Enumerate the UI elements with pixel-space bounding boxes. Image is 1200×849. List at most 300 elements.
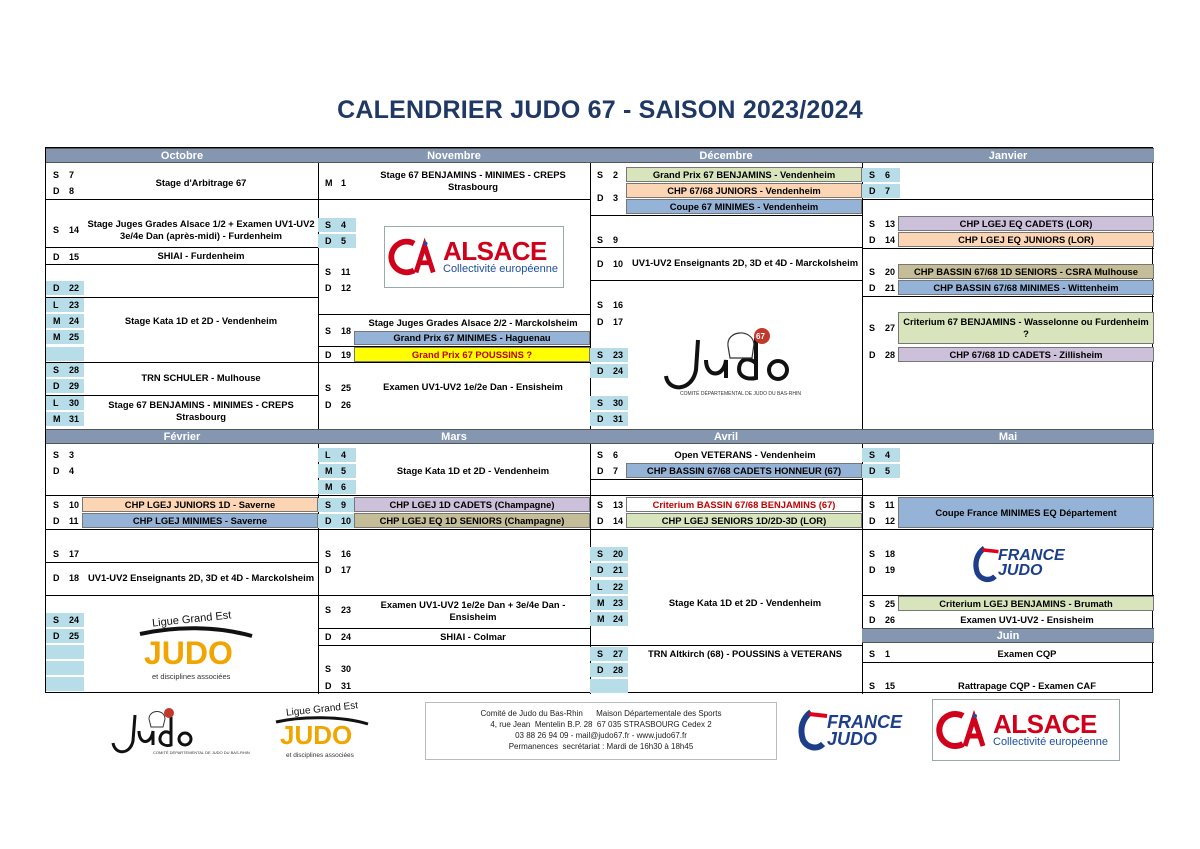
weekday: S xyxy=(53,225,60,235)
weekday: S xyxy=(869,323,876,333)
weekday: M xyxy=(53,316,61,326)
date-cell xyxy=(318,603,356,617)
weekday: S xyxy=(597,549,604,559)
day-number: 6 xyxy=(341,482,347,492)
row-divider xyxy=(590,280,862,281)
month-header-nov: Novembre xyxy=(318,148,590,163)
date-cell xyxy=(46,498,84,512)
day-number: 18 xyxy=(885,549,896,559)
weekday: D xyxy=(597,259,604,269)
date-cell xyxy=(318,563,356,577)
date-cell xyxy=(862,613,900,627)
date-cell xyxy=(46,412,84,426)
weekday: D xyxy=(869,235,876,245)
day-number: 30 xyxy=(341,664,352,674)
weekday: D xyxy=(53,631,60,641)
day-number: 17 xyxy=(341,565,352,575)
day-number: 10 xyxy=(341,516,352,526)
date-cell xyxy=(318,234,356,248)
alsace-text: ALSACE xyxy=(443,236,547,266)
event-nov3: Grand Prix 67 MINIMES - Haguenau xyxy=(354,331,590,345)
event-apr5: Stage Kata 1D et 2D - Vendenheim xyxy=(668,597,822,608)
day-number: 31 xyxy=(69,414,80,424)
day-number: 18 xyxy=(69,573,80,583)
alsace-sub: Collectivité européenne xyxy=(443,263,558,275)
date-cell xyxy=(862,184,900,198)
day-number: 8 xyxy=(69,186,75,196)
month-header-feb: Février xyxy=(46,429,318,444)
day-number: 1 xyxy=(885,649,891,659)
date-cell xyxy=(46,645,84,659)
event-dec3: Coupe 67 MINIMES - Vendenheim xyxy=(626,199,862,214)
weekday: S xyxy=(869,170,876,180)
weekday: S xyxy=(597,398,604,408)
day-number: 30 xyxy=(613,398,624,408)
day-number: 13 xyxy=(613,500,624,510)
weekday: D xyxy=(597,414,604,424)
weekday: S xyxy=(325,383,332,393)
event-mar2: CHP LGEJ 1D CADETS (Champagne) xyxy=(354,497,590,512)
date-cell xyxy=(46,223,84,237)
contact-line-1: Comité de Judo du Bas-Rhin Maison Départementale des Sports xyxy=(480,709,722,718)
date-cell xyxy=(318,679,356,693)
weekday: D xyxy=(869,565,876,575)
day-number: 4 xyxy=(69,466,75,476)
event-apr6: TRN Altkirch (68) - POUSSINS à VETERANS xyxy=(648,647,842,659)
weekday: S xyxy=(325,220,332,230)
day-number: 28 xyxy=(69,365,80,375)
date-cell xyxy=(862,547,900,561)
weekday: S xyxy=(869,649,876,659)
row-divider xyxy=(590,479,862,480)
event-apr1: Open VETERANS - Vendenheim xyxy=(674,448,816,460)
day-number: 9 xyxy=(613,235,619,245)
date-cell xyxy=(46,250,84,264)
france-judo-france: FRANCE xyxy=(998,547,1065,564)
alsace-footer-text: ALSACE xyxy=(993,709,1097,739)
row-divider xyxy=(862,199,1154,200)
event-mar4: Examen UV1-UV2 1e/2e Dan + 3e/4e Dan - Ensisheim xyxy=(380,599,566,622)
date-cell xyxy=(590,663,628,677)
date-cell xyxy=(862,464,900,478)
month-header-mar: Mars xyxy=(318,429,590,444)
weekday: S xyxy=(869,450,876,460)
day-number: 15 xyxy=(69,252,80,262)
alsace-footer-icon xyxy=(941,710,989,750)
date-cell xyxy=(318,348,356,362)
france-judo-judo: JUDO xyxy=(998,562,1043,579)
france-judo-calendar-logo xyxy=(972,546,1082,586)
event-mar3: CHP LGEJ EQ 1D SENIORS (Champagne) xyxy=(354,513,590,528)
weekday: S xyxy=(597,300,604,310)
event-apr3: Criterium BASSIN 67/68 BENJAMINS (67) xyxy=(626,497,862,512)
day-number: 1 xyxy=(341,178,347,188)
date-cell xyxy=(590,348,628,362)
lge-footer-sub: et disciplines associées xyxy=(286,752,354,759)
event-jan6: CHP 67/68 1D CADETS - Zillisheim xyxy=(898,347,1154,362)
weekday: D xyxy=(53,516,60,526)
weekday: D xyxy=(869,350,876,360)
date-cell xyxy=(318,448,356,462)
alsace-footer-logo xyxy=(932,699,1120,761)
weekday: S xyxy=(325,500,332,510)
day-number: 14 xyxy=(613,516,624,526)
weekday: S xyxy=(597,170,604,180)
row-divider xyxy=(318,199,590,200)
month-header-dec: Décembre xyxy=(590,148,862,163)
day-number: 26 xyxy=(341,400,352,410)
date-cell xyxy=(590,396,628,410)
date-cell xyxy=(46,298,84,312)
row-divider xyxy=(318,495,590,496)
weekday: M xyxy=(325,466,333,476)
lge-footer-top: Ligue Grand Est xyxy=(285,700,359,719)
day-number: 12 xyxy=(341,283,352,293)
row-divider xyxy=(862,662,1154,663)
date-cell xyxy=(46,168,84,182)
day-number: 24 xyxy=(613,614,624,624)
day-number: 24 xyxy=(69,615,80,625)
day-number: 10 xyxy=(69,500,80,510)
lge-calendar-logo xyxy=(136,608,256,684)
month-header-jun: Juin xyxy=(862,628,1154,643)
day-number: 4 xyxy=(341,450,347,460)
day-number: 23 xyxy=(69,300,80,310)
weekday: S xyxy=(869,267,876,277)
day-number: 29 xyxy=(69,381,80,391)
day-number: 28 xyxy=(885,350,896,360)
date-cell xyxy=(590,498,628,512)
weekday: S xyxy=(325,664,332,674)
row-divider xyxy=(46,595,318,596)
weekday: L xyxy=(53,398,59,408)
month-header-apr: Avril xyxy=(590,429,862,444)
day-number: 25 xyxy=(69,332,80,342)
weekday: D xyxy=(597,565,604,575)
weekday: S xyxy=(869,681,876,691)
weekday: M xyxy=(325,482,333,492)
day-number: 3 xyxy=(613,193,619,203)
day-number: 21 xyxy=(885,283,896,293)
day-number: 2 xyxy=(613,170,619,180)
event-apr4: CHP LGEJ SENIORS 1D/2D-3D (LOR) xyxy=(626,513,862,528)
weekday: M xyxy=(597,614,605,624)
day-number: 23 xyxy=(341,605,352,615)
date-cell xyxy=(318,398,356,412)
date-cell xyxy=(862,281,900,295)
event-feb1: CHP LGEJ JUNIORS 1D - Saverne xyxy=(82,497,318,512)
date-cell xyxy=(862,647,900,661)
date-cell xyxy=(862,514,900,528)
event-nov1: Stage 67 BENJAMINS - MINIMES - CREPS Strasbourg xyxy=(380,169,566,192)
day-number: 11 xyxy=(885,500,895,510)
date-cell xyxy=(318,480,356,494)
weekday: D xyxy=(597,665,604,675)
date-cell xyxy=(590,257,628,271)
date-cell xyxy=(318,218,356,232)
day-number: 24 xyxy=(613,366,624,376)
event-may1: Coupe France MINIMES EQ Département xyxy=(898,497,1154,528)
weekday: L xyxy=(53,300,59,310)
day-number: 6 xyxy=(613,450,619,460)
date-cell xyxy=(862,679,900,693)
date-cell xyxy=(46,677,84,691)
event-nov5: Examen UV1-UV2 1e/2e Dan - Ensisheim xyxy=(383,381,563,392)
date-cell xyxy=(590,298,628,312)
event-dec1: Grand Prix 67 BENJAMINS - Vendenheim xyxy=(626,167,862,182)
date-cell xyxy=(590,315,628,329)
date-cell xyxy=(862,168,900,182)
day-number: 14 xyxy=(885,235,896,245)
weekday: S xyxy=(325,326,332,336)
badge-67: 67 xyxy=(756,332,765,341)
date-cell xyxy=(862,348,900,362)
event-may3: Examen UV1-UV2 - Ensisheim xyxy=(960,613,1094,625)
event-jun1: Examen CQP xyxy=(997,647,1057,659)
judo67-calendar-logo xyxy=(652,318,832,398)
day-number: 14 xyxy=(69,225,80,235)
date-cell xyxy=(46,396,84,410)
day-number: 16 xyxy=(613,300,624,310)
row-divider xyxy=(46,529,318,530)
lge-sub: et disciplines associées xyxy=(152,672,231,681)
event-may2: Criterium LGEJ BENJAMINS - Brumath xyxy=(898,596,1154,611)
weekday: M xyxy=(53,332,61,342)
event-dec2: CHP 67/68 JUNIORS - Vendenheim xyxy=(626,183,862,198)
weekday: D xyxy=(325,681,332,691)
date-cell xyxy=(46,464,84,478)
event-oct1: Stage d'Arbitrage 67 xyxy=(155,177,247,188)
row-divider xyxy=(318,645,590,646)
weekday: D xyxy=(53,186,60,196)
contact-line-3: 03 88 26 94 09 - mail@judo67.fr - www.judo67.fr xyxy=(515,731,687,740)
day-number: 19 xyxy=(341,350,352,360)
day-number: 7 xyxy=(69,170,75,180)
weekday: D xyxy=(325,283,332,293)
event-feb2: CHP LGEJ MINIMES - Saverne xyxy=(82,513,318,528)
contact-line-2: 4, rue Jean Mentelin B.P. 28 67 035 STRASBOURG Cedex 2 xyxy=(490,720,712,729)
day-number: 19 xyxy=(885,565,896,575)
date-cell xyxy=(46,363,84,377)
weekday: D xyxy=(597,466,604,476)
date-cell xyxy=(318,381,356,395)
day-number: 27 xyxy=(613,649,624,659)
weekday: S xyxy=(869,219,876,229)
weekday: S xyxy=(325,267,332,277)
date-cell xyxy=(46,629,84,643)
month-header-may: Mai xyxy=(862,429,1154,444)
weekday: S xyxy=(53,450,60,460)
event-jan5: Criterium 67 BENJAMINS - Wasselonne ou Furdenheim ? xyxy=(898,312,1154,344)
date-cell xyxy=(46,314,84,328)
date-cell xyxy=(46,448,84,462)
row-divider xyxy=(318,529,590,530)
weekday: D xyxy=(53,381,60,391)
day-number: 4 xyxy=(341,220,347,230)
weekday: D xyxy=(869,615,876,625)
weekday: D xyxy=(325,632,332,642)
event-oct6: Stage 67 BENJAMINS - MINIMES - CREPS Strasbourg xyxy=(108,399,294,422)
event-jun2: Rattrapage CQP - Examen CAF xyxy=(958,679,1096,691)
calendar-grid xyxy=(45,147,1153,693)
weekday: S xyxy=(53,500,60,510)
event-jan3: CHP BASSIN 67/68 1D SENIORS - CSRA Mulhouse xyxy=(898,264,1154,279)
date-cell xyxy=(862,597,900,611)
date-cell xyxy=(590,596,628,610)
date-cell xyxy=(318,498,356,512)
weekday: D xyxy=(325,236,332,246)
date-cell xyxy=(46,347,84,361)
date-cell xyxy=(862,321,900,335)
alsace-calendar-logo xyxy=(384,226,564,288)
event-oct5: TRN SCHULER - Mulhouse xyxy=(141,372,261,383)
day-number: 16 xyxy=(341,549,352,559)
row-divider xyxy=(46,264,318,265)
date-cell xyxy=(318,281,356,295)
date-cell xyxy=(590,464,628,478)
event-mar1: Stage Kata 1D et 2D - Vendenheim xyxy=(396,465,550,476)
weekday: D xyxy=(869,466,876,476)
day-number: 11 xyxy=(69,516,79,526)
day-number: 7 xyxy=(613,466,619,476)
date-cell xyxy=(318,265,356,279)
weekday: M xyxy=(597,598,605,608)
weekday: S xyxy=(597,350,604,360)
day-number: 25 xyxy=(69,631,80,641)
date-cell xyxy=(46,547,84,561)
date-cell xyxy=(862,217,900,231)
date-cell xyxy=(862,448,900,462)
date-cell xyxy=(46,281,84,295)
month-header-jan: Janvier xyxy=(862,148,1154,163)
date-cell xyxy=(46,330,84,344)
day-number: 21 xyxy=(613,565,624,575)
weekday: D xyxy=(597,366,604,376)
date-cell xyxy=(590,514,628,528)
date-cell xyxy=(590,412,628,426)
event-jan4: CHP BASSIN 67/68 MINIMES - Wittenheim xyxy=(898,280,1154,295)
weekday: D xyxy=(325,516,332,526)
weekday: D xyxy=(597,193,604,203)
day-number: 15 xyxy=(885,681,896,691)
row-divider xyxy=(862,529,1154,530)
date-cell xyxy=(318,630,356,644)
weekday: M xyxy=(53,414,61,424)
day-number: 20 xyxy=(613,549,624,559)
event-jan2: CHP LGEJ EQ JUNIORS (LOR) xyxy=(898,232,1154,247)
day-number: 12 xyxy=(885,516,896,526)
weekday: D xyxy=(597,516,604,526)
date-cell xyxy=(46,661,84,675)
row-divider xyxy=(46,495,318,496)
alsace-icon xyxy=(393,237,439,277)
date-cell xyxy=(46,379,84,393)
weekday: D xyxy=(325,565,332,575)
row-divider xyxy=(46,199,318,200)
day-number: 11 xyxy=(341,267,351,277)
date-cell xyxy=(318,662,356,676)
day-number: 17 xyxy=(69,549,80,559)
day-number: 10 xyxy=(613,259,624,269)
date-cell xyxy=(590,168,628,182)
day-number: 22 xyxy=(613,582,624,592)
page-title: CALENDRIER JUDO 67 - SAISON 2023/2024 xyxy=(337,96,863,124)
date-cell xyxy=(590,233,628,247)
date-cell xyxy=(590,547,628,561)
day-number: 5 xyxy=(341,236,347,246)
day-number: 4 xyxy=(885,450,891,460)
row-divider xyxy=(46,247,318,248)
day-number: 22 xyxy=(69,283,80,293)
row-divider xyxy=(590,215,862,216)
date-cell xyxy=(862,265,900,279)
contact-box xyxy=(425,702,777,760)
weekday: S xyxy=(325,605,332,615)
weekday: D xyxy=(53,466,60,476)
date-cell xyxy=(318,464,356,478)
row-divider xyxy=(862,296,1154,297)
event-dec4: UV1-UV2 Enseignants 2D, 3D et 4D - Marckolsheim xyxy=(631,257,859,268)
weekday: D xyxy=(869,186,876,196)
date-cell xyxy=(318,324,356,338)
day-number: 31 xyxy=(613,414,624,424)
row-divider xyxy=(862,495,1154,496)
weekday: D xyxy=(869,283,876,293)
judo67-footer-sub: COMITÉ DÉPARTEMENTAL DE JUDO DU BAS-RHIN xyxy=(153,750,250,755)
day-number: 24 xyxy=(341,632,352,642)
day-number: 9 xyxy=(341,500,347,510)
day-number: 5 xyxy=(341,466,347,476)
date-cell xyxy=(46,571,84,585)
weekday: D xyxy=(53,283,60,293)
date-cell xyxy=(318,176,356,190)
weekday: S xyxy=(325,549,332,559)
weekday: S xyxy=(597,450,604,460)
date-cell xyxy=(590,563,628,577)
alsace-footer-sub: Collectivité européenne xyxy=(993,736,1108,748)
date-cell xyxy=(862,498,900,512)
date-cell xyxy=(590,647,628,661)
day-number: 25 xyxy=(885,599,896,609)
month-header-oct: Octobre xyxy=(46,148,318,163)
weekday: S xyxy=(53,365,60,375)
weekday: S xyxy=(869,500,876,510)
weekday: L xyxy=(597,582,603,592)
date-cell xyxy=(590,580,628,594)
weekday: D xyxy=(325,400,332,410)
weekday: S xyxy=(53,170,60,180)
weekday: D xyxy=(869,516,876,526)
event-nov4: Grand Prix 67 POUSSINS ? xyxy=(354,347,590,362)
event-oct4: Stage Kata 1D et 2D - Vendenheim xyxy=(124,315,278,326)
weekday: S xyxy=(869,599,876,609)
day-number: 18 xyxy=(341,326,352,336)
day-number: 28 xyxy=(613,665,624,675)
lge-top: Ligue Grand Est xyxy=(151,609,232,630)
row-divider xyxy=(318,362,590,363)
date-cell xyxy=(318,514,356,528)
lge-footer-logo xyxy=(272,700,372,762)
day-number: 30 xyxy=(69,398,80,408)
lge-footer-judo: JUDO xyxy=(280,720,353,750)
day-number: 23 xyxy=(613,350,624,360)
date-cell xyxy=(590,612,628,626)
day-number: 3 xyxy=(69,450,75,460)
france-judo-footer-france: FRANCE xyxy=(827,712,902,732)
day-number: 13 xyxy=(885,219,896,229)
date-cell xyxy=(862,233,900,247)
day-number: 17 xyxy=(613,317,624,327)
